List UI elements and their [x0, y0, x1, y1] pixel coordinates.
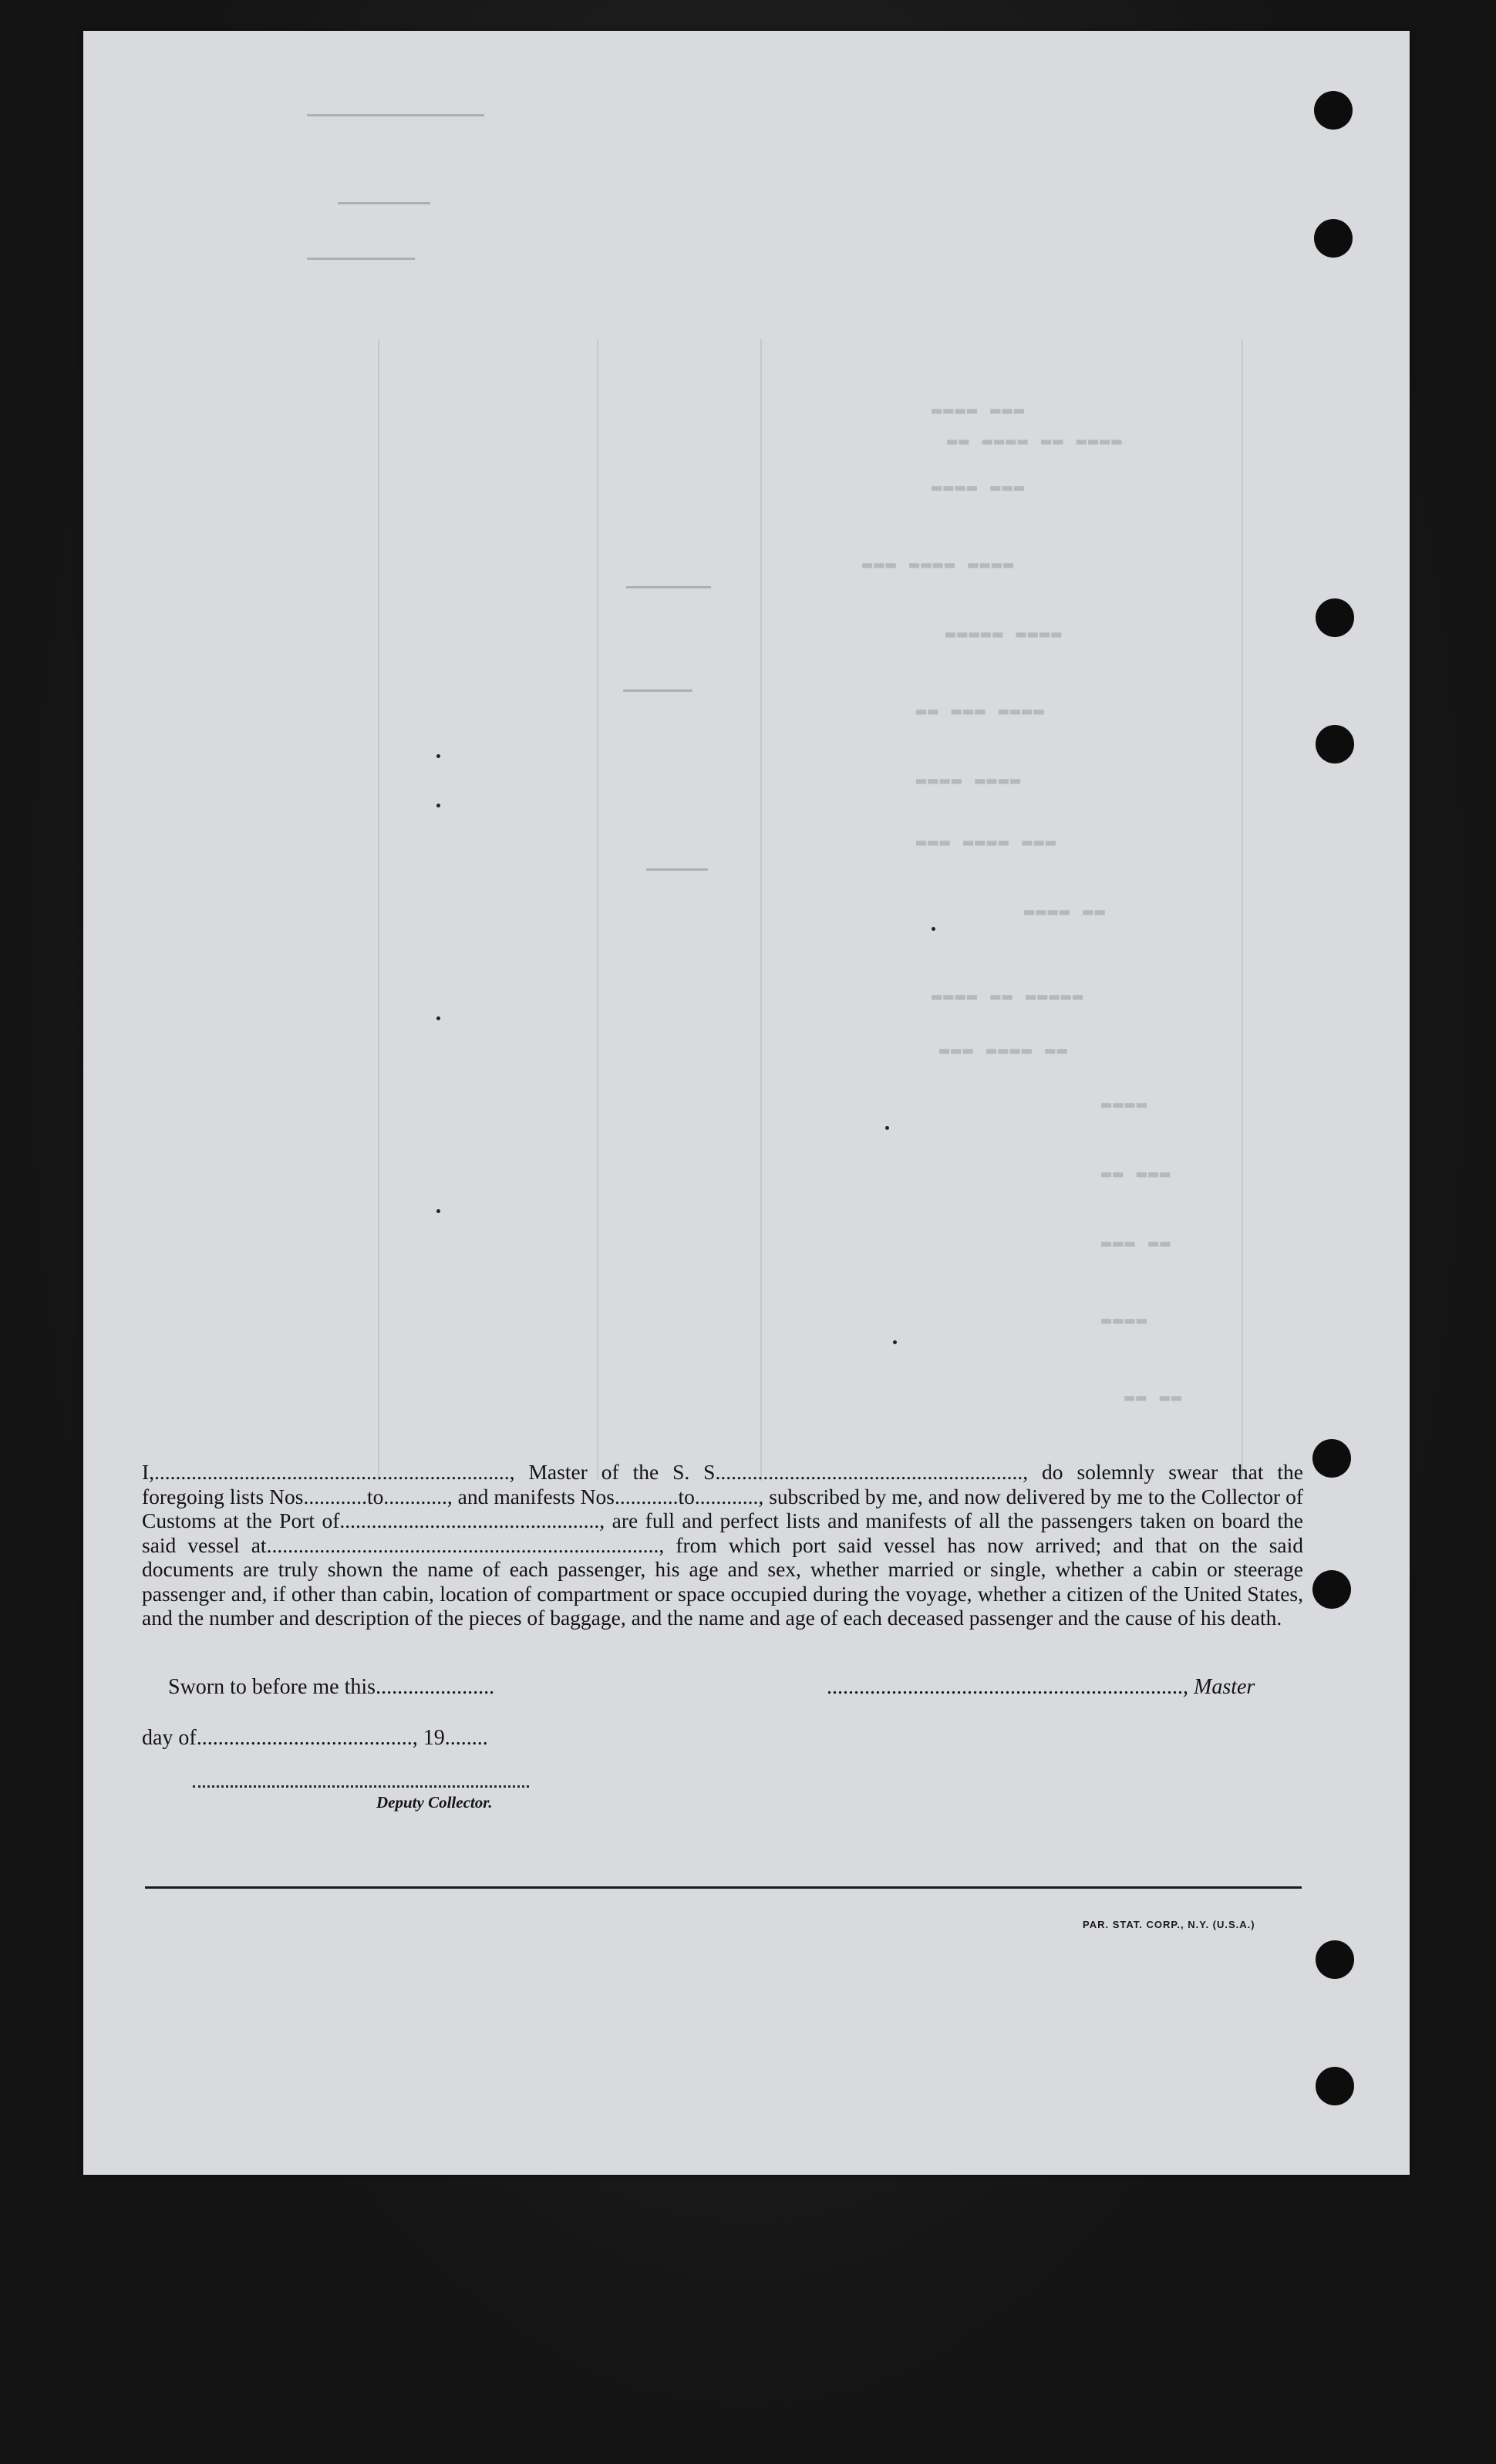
punch-hole: [1312, 1439, 1351, 1478]
ghost-mark: ▬▬▬▬: [1101, 1095, 1148, 1114]
ghost-mark: ▬▬ ▬▬: [1124, 1388, 1184, 1407]
ghost-mark: [307, 258, 415, 260]
ghost-mark: ▬▬▬ ▬▬: [1101, 1234, 1172, 1253]
deputy-signature-line: [193, 1785, 529, 1788]
ghost-mark: [338, 202, 430, 204]
ghost-mark: ▬▬▬▬ ▬▬: [1024, 902, 1107, 922]
ghost-mark: ▬▬▬ ▬▬▬▬ ▬▬▬: [916, 833, 1057, 852]
manifest-page: [83, 31, 1410, 2175]
master-label: , Master: [1183, 1675, 1255, 1699]
ghost-mark: ▬▬▬▬▬ ▬▬▬▬: [945, 625, 1063, 644]
deputy-collector-label: Deputy Collector.: [376, 1793, 493, 1812]
ghost-mark: ▬▬▬▬ ▬▬▬: [932, 401, 1026, 420]
ghost-mark: ▬▬▬▬ ▬▬▬: [932, 478, 1026, 497]
ink-speck: [885, 1126, 889, 1130]
ink-speck: [893, 1340, 897, 1344]
horizontal-rule: [145, 1886, 1302, 1889]
ghost-column-line: [1242, 339, 1243, 1481]
punch-hole: [1316, 1940, 1354, 1979]
sworn-text: Sworn to before me this......................: [168, 1675, 495, 1699]
ink-speck: [436, 1209, 440, 1213]
ghost-mark: ▬▬ ▬▬▬▬ ▬▬ ▬▬▬▬: [947, 432, 1124, 451]
ghost-column-line: [378, 339, 379, 1481]
ghost-mark: ▬▬ ▬▬▬ ▬▬▬▬: [916, 702, 1046, 721]
punch-hole: [1314, 219, 1353, 258]
ghost-mark: ▬▬▬▬ ▬▬ ▬▬▬▬▬: [932, 987, 1085, 1006]
printer-imprint: PAR. STAT. CORP., N.Y. (U.S.A.): [1083, 1919, 1255, 1930]
ghost-column-line: [760, 339, 762, 1481]
ghost-mark: ▬▬▬ ▬▬▬▬ ▬▬▬▬: [862, 555, 1016, 575]
punch-hole: [1316, 725, 1354, 763]
ghost-mark: ▬▬▬ ▬▬▬▬ ▬▬: [939, 1041, 1069, 1060]
punch-hole: [1312, 1570, 1351, 1609]
ghost-mark: [626, 586, 711, 588]
punch-hole: [1316, 2067, 1354, 2105]
ink-speck: [436, 1016, 440, 1020]
day-text: day of........................................, 19........: [142, 1726, 488, 1750]
ghost-mark: [623, 689, 692, 692]
ghost-mark: ▬▬▬▬ ▬▬▬▬: [916, 771, 1023, 790]
punch-hole: [1316, 598, 1354, 637]
ghost-mark: [646, 868, 708, 871]
master-oath-paragraph: I,..................................................................., Master of the S. S.........................................................., do solemnly swear that the foregoing lists Nos............to............, and manifests Nos............to............, subscribed by me, and now delivered by me to the Collector of Customs at the Port of................................................., are full and perfect lists and manifests of all the passengers taken on board the said vessel at.........................................................................., from which port said vessel has now arrived; and that on the said documents are truly shown the name of each passenger, his age and sex, whether married or single, whether a cabin or steerage passenger and, if other than cabin, location of compartment or space occupied during the voyage, whether a citizen of the United States, and the number and description of the pieces of baggage, and the name and age of each deceased passenger and the cause of his death.: [142, 1460, 1303, 1630]
ink-speck: [932, 927, 935, 931]
ghost-mark: [307, 114, 484, 116]
punch-hole: [1314, 91, 1353, 130]
sworn-line: [168, 1675, 494, 1700]
ink-speck: [436, 754, 440, 758]
day-line: [142, 1726, 488, 1751]
master-signature-blank: ..................................................................: [827, 1675, 1183, 1699]
ghost-mark: ▬▬ ▬▬▬: [1101, 1165, 1172, 1184]
ink-speck: [436, 804, 440, 807]
ghost-mark: ▬▬▬▬: [1101, 1311, 1148, 1330]
ghost-column-line: [597, 339, 598, 1481]
master-signature-line: [827, 1675, 1255, 1700]
